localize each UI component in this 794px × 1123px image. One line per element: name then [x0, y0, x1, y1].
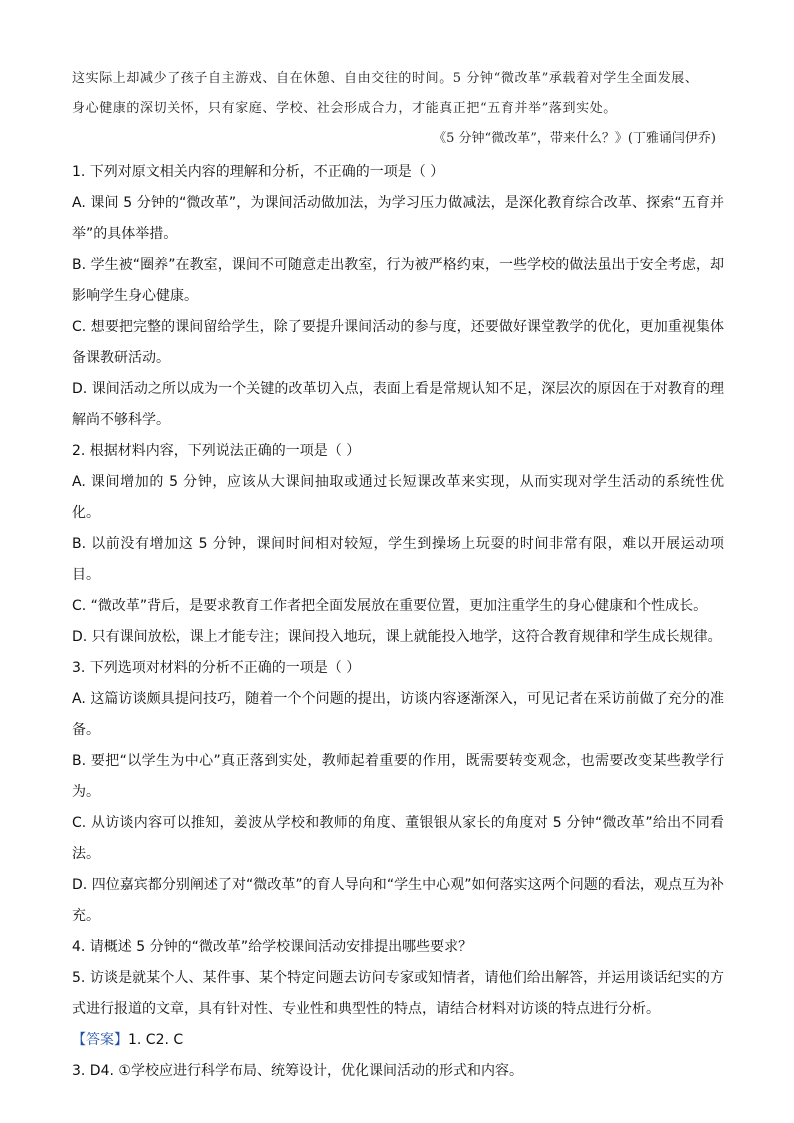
question-2-option-a: A. 课间增加的 5 分钟，应该从大课间抽取或通过长短课改革来实现，从而实现对学生活动的系统性优化。: [72, 474, 724, 521]
answer-line-1: [72, 1025, 724, 1056]
passage-excerpt: [72, 64, 722, 124]
question-2-stem: 2. 根据材料内容，下列说法正确的一项是（ ）: [72, 443, 361, 459]
question-2-option-b: B. 以前没有增加这 5 分钟，课间时间相对较短，学生到操场上玩耍的时间非常有限，难以开展运动项目。: [72, 536, 724, 583]
questions-section: [72, 157, 724, 1087]
question-3-option-c: C. 从访谈内容可以推知，姜波从学校和教师的角度、董银银从家长的角度对 5 分钟“微改革”给出不同看法。: [72, 815, 724, 862]
answer-tag: 【答案】: [72, 1032, 128, 1048]
passage-line-2: 身心健康的深切关怀，只有家庭、学校、社会形成合力，才能真正把“五育并举”落到实处。: [72, 101, 617, 116]
question-3-option-d: D. 四位嘉宾都分别阐述了对“微改革”的育人导向和“学生中心观”如何落实这两个问题的看法，观点互为补充。: [72, 877, 724, 924]
question-3-option-a: A. 这篇访谈颇具提问技巧，随着一个个问题的提出，访谈内容逐渐深入，可见记者在采访前做了充分的准备。: [72, 691, 724, 738]
question-1-stem: 1. 下列对原文相关内容的理解和分析，不正确的一项是（ ）: [72, 164, 445, 180]
question-2-option-d: D. 只有课间放松，课上才能专注；课间投入地玩，课上就能投入地学，这符合教育规律和学生成长规律。: [72, 629, 722, 645]
question-5-stem: 5. 访谈是就某个人、某件事、某个特定问题去访问专家或知情者，请他们给出解答，并运用谈话纪实的方式进行报道的文章，具有针对性、专业性和典型性的特点，请结合材料对访谈的特点进行分析。: [72, 970, 724, 1017]
question-1-option-a: A. 课间 5 分钟的“微改革”，为课间活动做加法，为学习压力做减法，是深化教育综合改革、探索“五育并举”的具体举措。: [72, 195, 724, 242]
question-4-stem: 4. 请概述 5 分钟的“微改革”给学校课间活动安排提出哪些要求？: [72, 939, 473, 955]
passage-source: 《5 分钟“微改革”，带来什么？》(丁雅诵闫伊乔): [433, 131, 716, 146]
question-2-option-c: C. “微改革”背后，是要求教育工作者把全面发展放在重要位置，更加注重学生的身心健康和个性成长。: [72, 598, 708, 614]
question-1-option-d: D. 课间活动之所以成为一个关键的改革切入点，表面上看是常规认知不足，深层次的原因在于对教育的理解尚不够科学。: [72, 381, 724, 428]
passage-line-1: 这实际上却减少了孩子自主游戏、自在休憩、自由交往的时间。5 分钟“微改革”承载着对学生全面发展、: [72, 71, 699, 86]
answer-text-1: 1. C2. C: [128, 1032, 184, 1048]
question-1-option-b: B. 学生被“圈养”在教室，课间不可随意走出教室，行为被严格约束，一些学校的做法虽出于安全考虑，却影响学生身心健康。: [72, 257, 724, 304]
question-1-option-c: C. 想要把完整的课间留给学生，除了要提升课间活动的参与度，还要做好课堂教学的优化，更加重视集体备课教研活动。: [72, 319, 724, 366]
answer-line-2: 3. D4. ①学校应进行科学布局、统筹设计，优化课间活动的形式和内容。: [72, 1063, 523, 1079]
question-3-option-b: B. 要把“以学生为中心”真正落到实处，教师起着重要的作用，既需要转变观念，也需要改变某些教学行为。: [72, 753, 724, 800]
question-3-stem: 3. 下列选项对材料的分析不正确的一项是（ ）: [72, 660, 361, 676]
